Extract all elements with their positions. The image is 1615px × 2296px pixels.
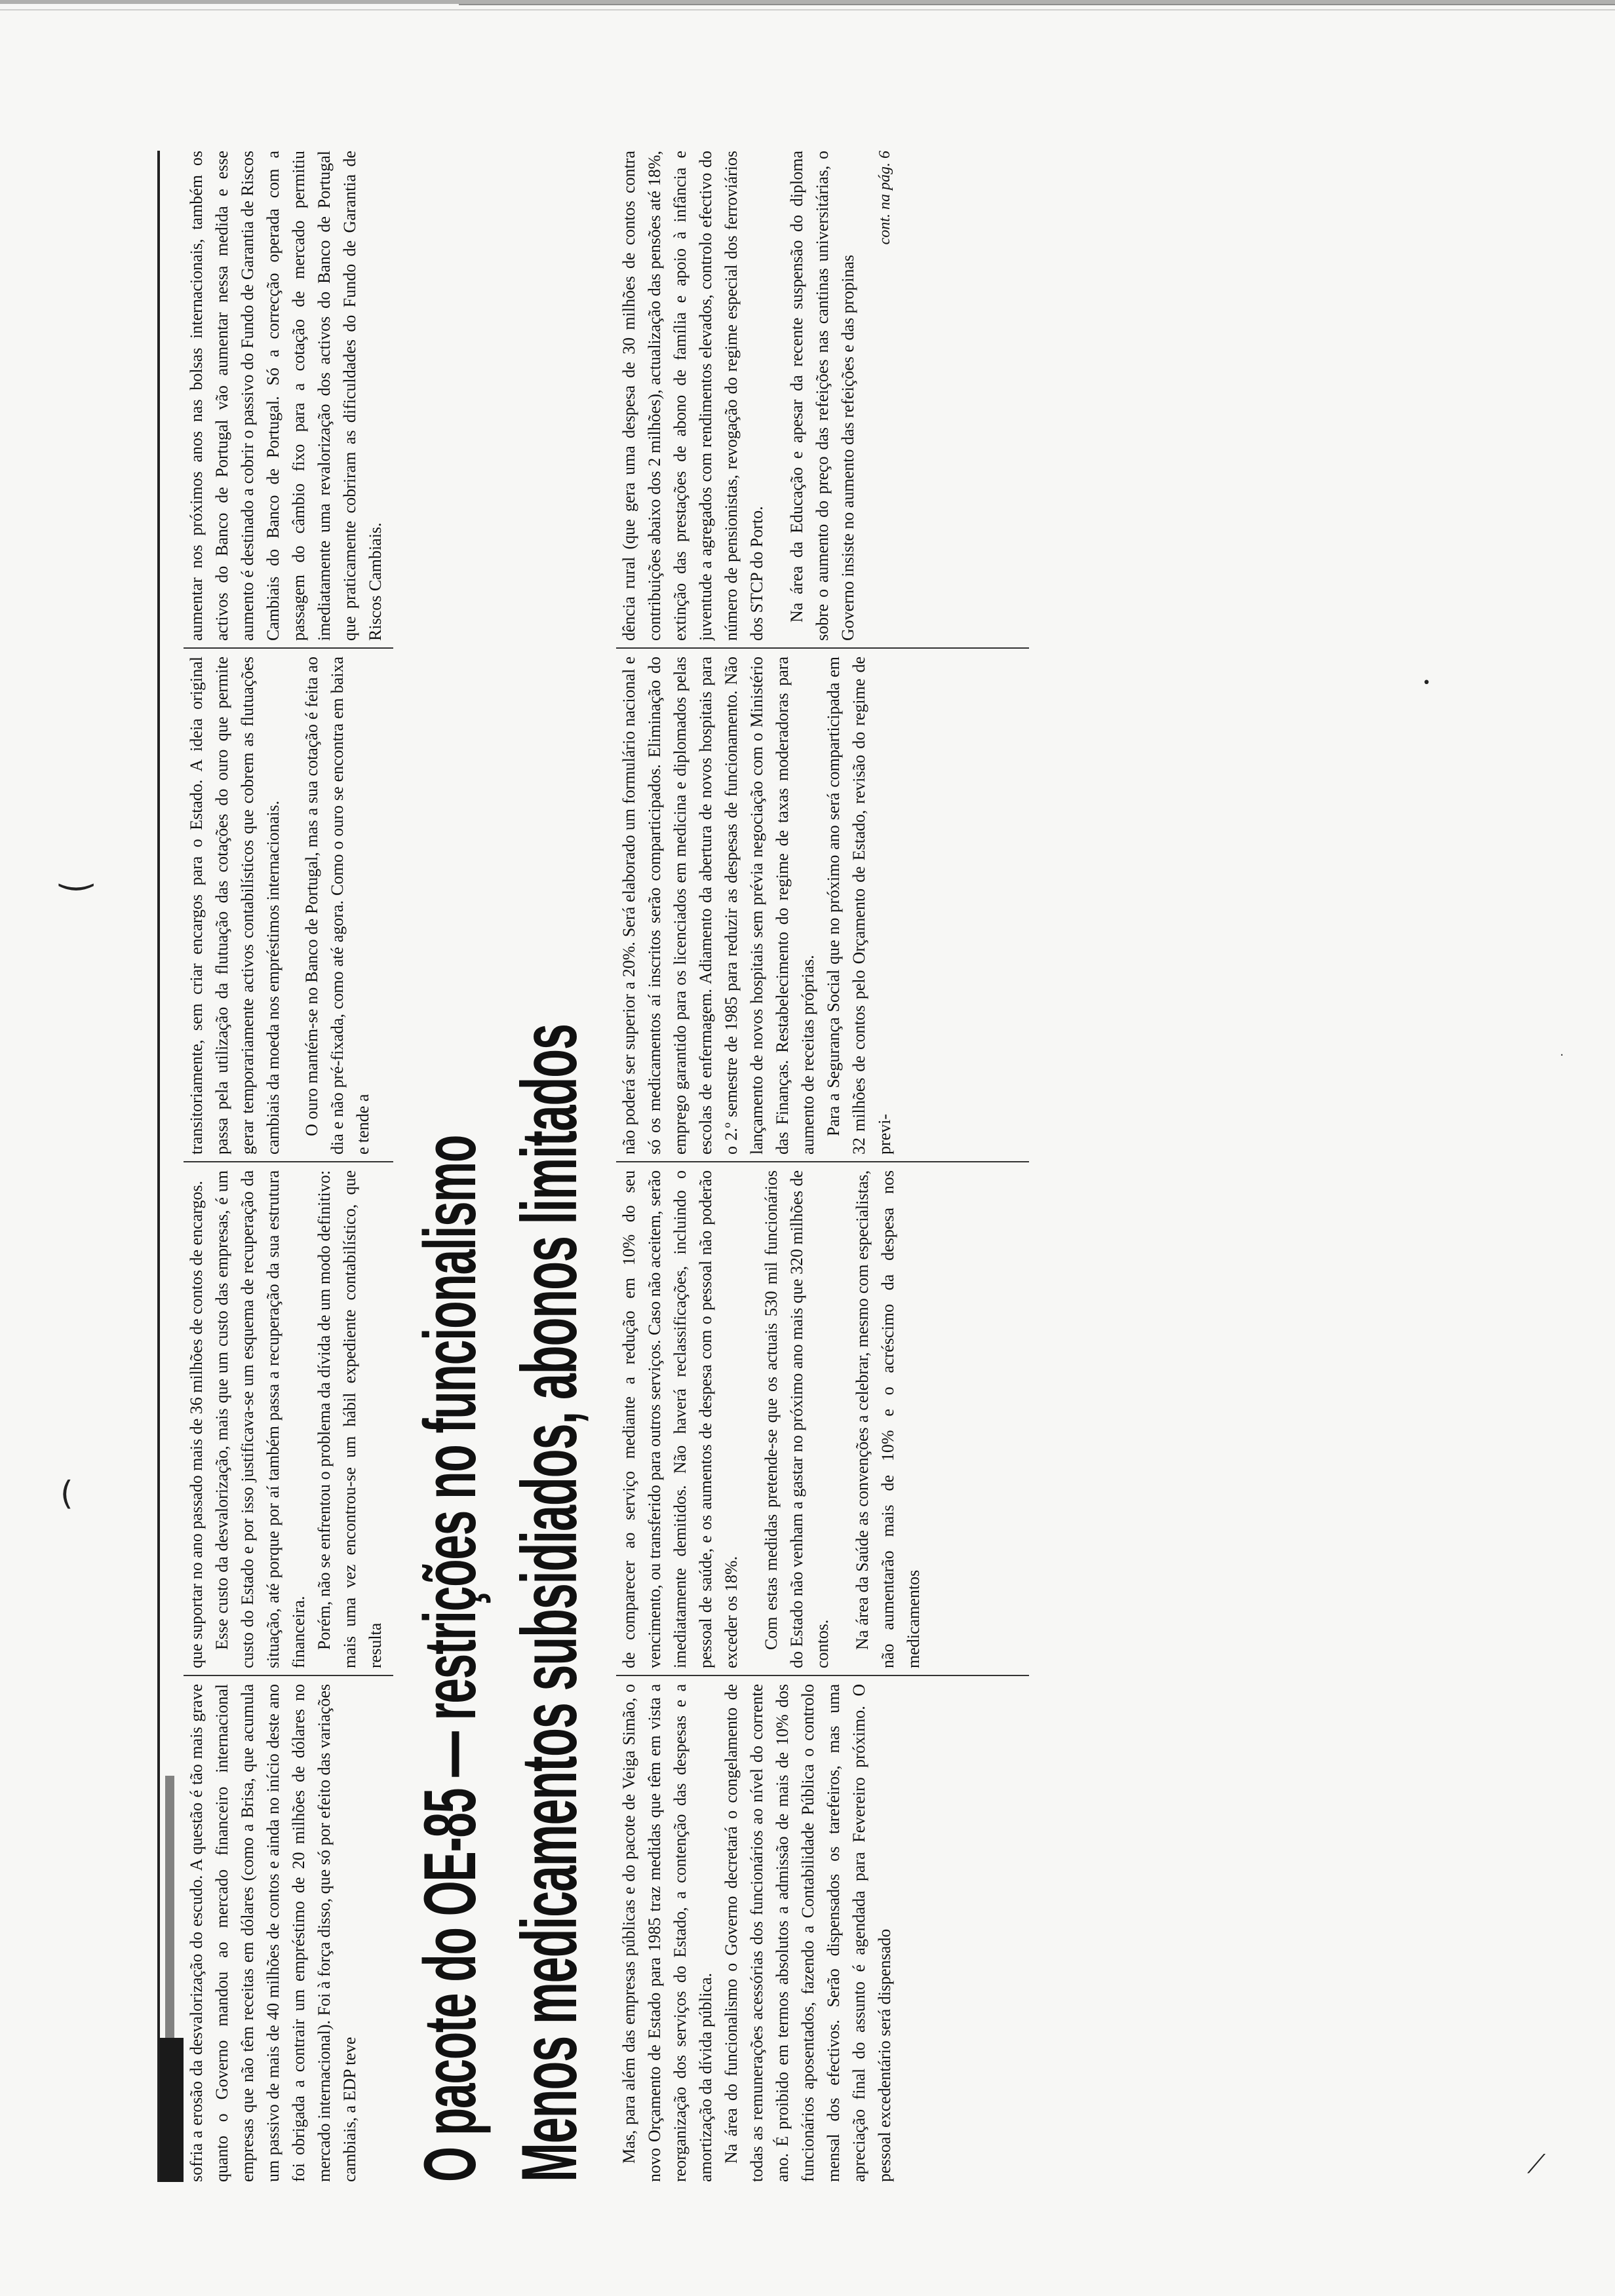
paragraph: Na área da Saúde as convenções a celebrar, mesmo com especialistas, não aumentarão mais de 10% e o acréscimo da despesa nos medicamentos: [853, 1170, 923, 1668]
paragraph: transitoriamente, sem criar encargos para o Estado. A ideia original passa pela utilização da flutuação das cotações do ouro que permite gerar temporariamente activos contabilísticos que cobrem as flutuações cambiais da moeda nos empréstimos internacionais.: [187, 657, 282, 1155]
scan-speck: •: [1422, 675, 1431, 691]
paragraph: dência rural (que gera uma despesa de 30 milhões de contos contra contribuições abaixo dos 2 milhões), actualização das pensões até 18%, extinção das prestações de abono de família e apoio à infância e juventude a agregados com rendimentos elevados, controlo efectivo do número de pensionistas, revogação do regime especial dos ferroviários dos STCP do Porto.: [619, 151, 766, 641]
paragraph: de comparecer ao serviço mediante a redução em 10% do seu vencimento, ou transferido para outros serviços. Caso não aceitem, serão imediatamente demitidos. Não haverá reclassificações, incluindo o pessoal de saúde, e os aumentos de despesa com o pessoal não poderão exceder os 18%.: [619, 1170, 741, 1668]
scan-edge-line: [0, 9, 1615, 10]
paragraph: Mas, para além das empresas públicas e do pacote de Veiga Simão, o novo Orçamento de Estado para 1985 traz medidas que têm em vista a reorganização dos serviços do Estado, a contenção das despesas e a amortização da dívida pública.: [619, 1684, 715, 2182]
headline-sub: Menos medicamentos subsidiados, abonos limitados: [505, 1024, 593, 2182]
column-divider: [616, 1675, 1029, 1676]
upper-column-1: [184, 1684, 393, 2182]
paragraph: Na área da Educação e apesar da recente suspensão do diploma sobre o aumento do preço das refeições nas cantinas universitárias, o Governo insiste no aumento das refeições e das propinas: [787, 151, 857, 641]
lower-column-1: [616, 1684, 1029, 2182]
paragraph: não poderá ser superior a 20%. Será elaborado um formulário nacional e só os medicamentos aí inscritos serão comparticipados. Eliminação do emprego garantido para os licenciados em medicina e diplomados pelas escolas de enfermagem. Adiamento da abertura de novos hospitais para o 2.º semestre de 1985 para reduzir as despesas de funcionamento. Não lançamento de novos hospitais sem prévia negociação com o Ministério das Finanças. Restabelecimento do regime de taxas moderadoras para aumento de receitas próprias.: [619, 657, 817, 1155]
paragraph: O ouro mantém-se no Banco de Portugal, mas a sua cotação é feita ao dia e não pré-fixada, como até agora. Como o ouro se encontra em baixa e tende a: [302, 657, 372, 1155]
upper-column-2: [184, 1170, 393, 1668]
scan-speck: (: [60, 1474, 73, 1512]
column-divider: [184, 1161, 393, 1162]
lower-column-3: [616, 657, 1029, 1155]
column-divider: [184, 1675, 393, 1676]
column-divider: [616, 647, 1029, 649]
lower-column-2: [616, 1170, 1029, 1668]
lower-column-4: [616, 151, 1029, 641]
paragraph: Porém, não se enfrentou o problema da dívida de um modo definitivo: mais uma vez encontrou-se um hábil expediente contabilístico, que resulta: [315, 1170, 385, 1668]
scan-speck: ·: [1560, 1048, 1564, 1062]
top-rule: [157, 151, 160, 2182]
newspaper-article: [157, 151, 1029, 2182]
paragraph: Com estas medidas pretende-se que os actuais 530 mil funcionários do Estado não venham a gastar no próximo ano mais que 320 milhões de contos.: [762, 1170, 832, 1668]
column-divider: [184, 647, 393, 649]
paragraph: Para a Segurança Social que no próximo ano será comparticipada em 32 milhões de contos pelo Orçamento de Estado, revisão do regime de previ-: [824, 657, 894, 1155]
paragraph: sofria a erosão da desvalorização do escudo. A questão é tão mais grave quanto o Governo mandou ao mercado financeiro internacional empresas que não têm receitas em dólares (como a Brisa, que acumula um passivo de mais de 40 milhões de contos e ainda no início deste ano foi obrigada a contrair um empréstimo de 20 milhões de dólares no mercado internacional). Foi à força disso, que só por efeito das variações cambiais, a EDP teve: [187, 1684, 359, 2182]
scan-speck: ⟋: [1527, 2149, 1546, 2179]
article-upper-section: [157, 151, 393, 2182]
upper-column-3: [184, 657, 393, 1155]
photocopy-dark-bar: [165, 1776, 174, 2038]
scan-edge-line: [459, 4, 1615, 5]
paragraph: Esse custo da desvalorização, mais que um custo das empresas, é um custo do Estado e por isso justificava-se um esquema de recuperação da situação, até porque por aí também passa a recuperação da sua estrutura financeira.: [212, 1170, 308, 1668]
paragraph: que suportar no ano passado mais de 36 milhões de contos de encargos.: [187, 1181, 206, 1668]
continuation-note: cont. na pág. 6: [876, 151, 893, 245]
column-divider: [616, 1161, 1029, 1162]
upper-column-4: [184, 151, 393, 641]
scan-speck: ‿: [60, 845, 92, 891]
paragraph: Na área do funcionalismo o Governo decretará o congelamento de todas as remunerações acessórias dos funcionários ao nível do corrente ano. É proibido em termos absolutos a admissão de mais de 10% dos funcionários aposentados, fazendo a Contabilidade Pública o controlo mensal dos efectivos. Serão dispensados os tarefeiros, mas uma apreciação final do assunto é agendada para Fevereiro próximo. O pessoal excedentário será dispensado: [722, 1684, 894, 2182]
article-lower-section: [616, 151, 1029, 2182]
headline-main: O pacote do OE-85 — restrições no funcionalismo: [409, 1135, 491, 2182]
paragraph: aumentar nos próximos anos nas bolsas internacionais, também os activos do Banco de Portugal vão aumentar nessa medida e esse aumento é destinado a cobrir o passivo do Fundo de Garantia de Riscos Cambiais do Banco de Portugal. Só a correcção operada com a passagem do câmbio fixo para a cotação de mercado permitiu imediatamente uma revalorização dos activos do Banco de Portugal que praticamente cobriram as dificuldades do Fundo de Garantia de Riscos Cambiais.: [187, 151, 385, 641]
photocopy-dark-bar: [160, 2038, 184, 2182]
